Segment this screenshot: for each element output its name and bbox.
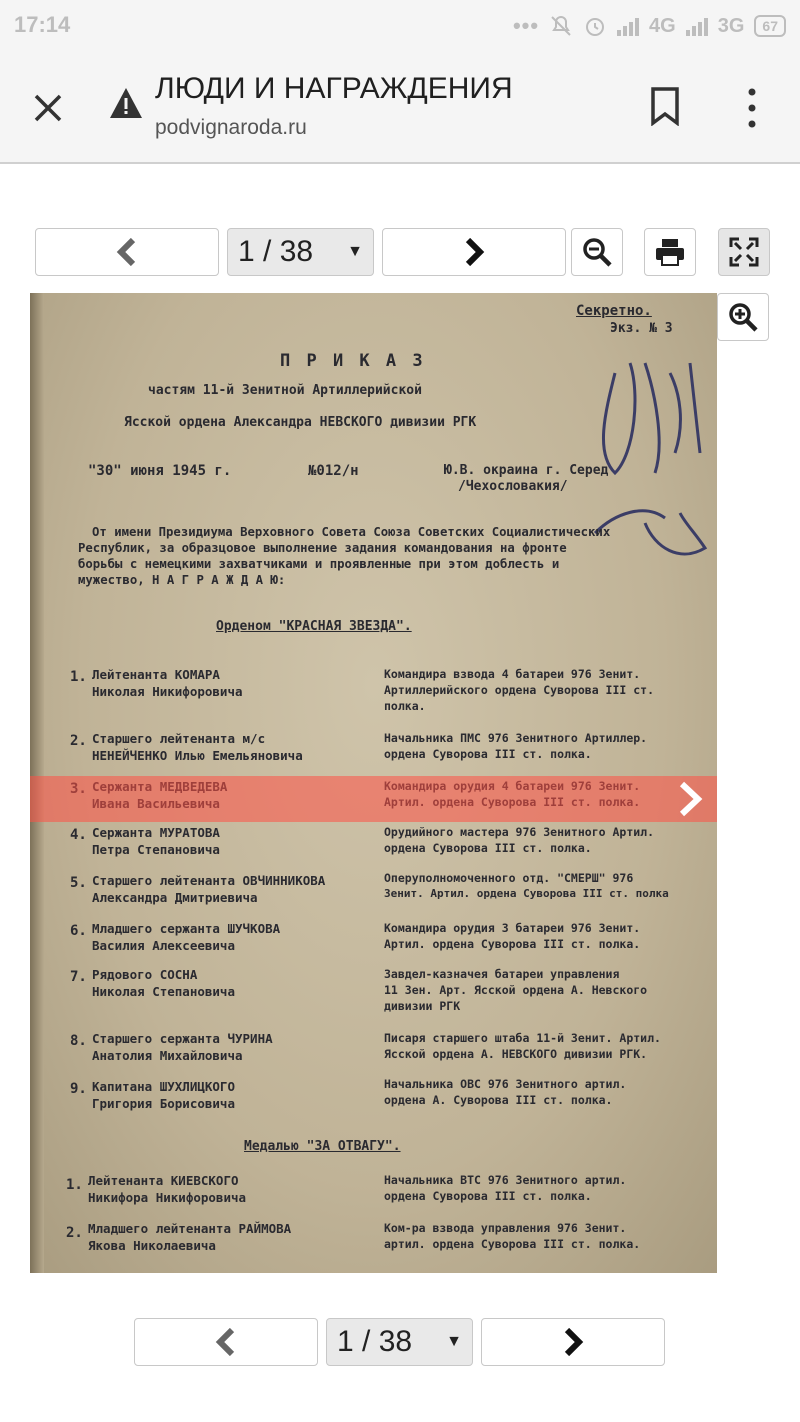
entry-number: 5. [70, 875, 87, 891]
battery-icon: 67 [754, 15, 786, 37]
fullscreen-button[interactable] [718, 228, 770, 276]
notification-dots-icon: ••• [512, 13, 540, 38]
doc-intro-4: мужество, Н А Г Р А Ж Д А Ю: [78, 573, 286, 587]
secret-label: Секретно. [576, 303, 652, 319]
alarm-icon [583, 14, 607, 38]
doc-date: "30" июня 1945 г. [88, 463, 232, 479]
chevron-right-icon [561, 1328, 585, 1356]
doc-place-2: /Чехословакия/ [458, 479, 568, 494]
prev-page-button[interactable] [134, 1318, 318, 1366]
doc-place-1: Ю.В. окраина г. Серед [444, 463, 609, 478]
entry-name-line1: Рядового СОСНА [92, 967, 198, 982]
print-button[interactable] [644, 228, 696, 276]
mute-icon [549, 14, 573, 38]
entry-position-line2: ордена Суворова III ст. полка. [384, 841, 592, 855]
fullscreen-icon [729, 237, 759, 267]
entry-number: 2. [70, 733, 87, 749]
status-icons [513, 12, 786, 40]
entry-number: 8. [70, 1033, 87, 1049]
copy-label: Экз. № 3 [610, 321, 673, 336]
chevron-down-icon: ▼ [446, 1333, 462, 1350]
entry-position-line1: Ком-ра взвода управления 976 Зенит. [384, 1221, 627, 1235]
entry-name-line2: НЕНЕЙЧЕНКО Илью Емельяновича [92, 748, 303, 763]
entry-name-line2: Никифора Никифоровича [88, 1190, 247, 1205]
doc-intro-2: Республик, за образцовое выполнение задания командования на фронте [78, 541, 567, 555]
entry-position-line2: Артиллерийского ордена Суворова III ст. [384, 683, 655, 697]
entry-number: 6. [70, 923, 87, 939]
entry-position-line3: дивизии РГК [384, 999, 461, 1013]
chevron-right-icon [462, 238, 486, 266]
entry-name-line1: Капитана ШУХЛИЦКОГО [92, 1079, 235, 1094]
entry-name-line2: Григория Борисовича [92, 1096, 235, 1111]
page-title: ЛЮДИ И НАГРАЖДЕНИЯ [155, 72, 513, 105]
app-bar [0, 52, 800, 164]
entry-position-line2: Зенит. Артил. ордена Суворова III ст. полка [384, 887, 669, 900]
entry-position-line1: Завдел-казначея батареи управления [384, 967, 620, 981]
entry-position-line2: ордена Суворова III ст. полка. [384, 1189, 592, 1203]
entry-position-line2: 11 Зен. Арт. Ясской ордена А. Невского [384, 983, 648, 997]
entry-name-line2: Николая Степановича [92, 984, 235, 999]
entry-position-line1: Писаря старшего штаба 11-й Зенит. Артил. [384, 1031, 661, 1045]
warning-icon[interactable] [108, 86, 144, 120]
bottom-pager [0, 1318, 800, 1366]
entry-name-line2: Анатолия Михайловича [92, 1048, 243, 1063]
entry-number: 2. [66, 1225, 83, 1241]
zoom-out-icon [582, 237, 612, 267]
signal-icon-2 [686, 16, 708, 36]
entry-name-line1: Старшего лейтенанта м/с [92, 731, 266, 746]
entry-number: 7. [70, 969, 87, 985]
section-title-bravery: Медалью "ЗА ОТВАГУ". [244, 1139, 401, 1154]
page-select[interactable] [326, 1318, 473, 1366]
entry-position-line1: Начальника ВТС 976 Зенитного артил. [384, 1173, 627, 1187]
entry-number: 1. [66, 1177, 83, 1193]
entry-name-line1: Лейтенанта КИЕВСКОГО [88, 1173, 239, 1188]
highlighted-entry[interactable] [30, 776, 717, 822]
entry-name-line1: Лейтенанта КОМАРА [92, 667, 220, 682]
prev-page-button[interactable] [35, 228, 219, 276]
entry-number: 4. [70, 827, 87, 843]
entry-number: 9. [70, 1081, 87, 1097]
entry-position-line1: Оперуполномоченного отд. "СМЕРШ" 976 [384, 871, 634, 885]
entry-position-line1: Начальника ПМС 976 Зенитного Артиллер. [384, 731, 648, 745]
entry-number: 1. [70, 669, 87, 685]
entry-name-line1: Младшего сержанта ШУЧКОВА [92, 921, 281, 936]
doc-heading: П Р И К А З [280, 351, 426, 371]
entry-position-line1: Орудийного мастера 976 Зенитного Артил. [384, 825, 655, 839]
entry-name-line2: Петра Степановича [92, 842, 220, 857]
entry-position-line3: полка. [384, 699, 426, 713]
entry-name-line1: Старшего сержанта ЧУРИНА [92, 1031, 273, 1046]
entry-name-line2: Николая Никифоровича [92, 684, 243, 699]
entry-position-line2: Ясской ордена А. НЕВСКОГО дивизии РГК. [384, 1047, 648, 1061]
chevron-right-icon[interactable] [674, 780, 708, 818]
chevron-left-icon [115, 238, 139, 266]
more-vert-icon[interactable] [742, 86, 762, 130]
next-page-button[interactable] [481, 1318, 665, 1366]
entry-name-line1: Старшего лейтенанта ОВЧИННИКОВА [92, 873, 326, 888]
bookmark-icon[interactable] [648, 86, 682, 126]
print-icon [654, 237, 686, 267]
entry-position-line2: Артил. ордена Суворова III ст. полка. [384, 937, 641, 951]
entry-position-line1: Командира взвода 4 батареи 976 Зенит. [384, 667, 641, 681]
doc-intro-1: От имени Президиума Верховного Совета Союза Советских Социалистических [92, 525, 611, 539]
zoom-in-icon [728, 302, 758, 332]
network-3g-label: 3G [717, 14, 745, 37]
status-bar [0, 0, 800, 52]
chevron-left-icon [214, 1328, 238, 1356]
entry-name-line1: Сержанта МУРАТОВА [92, 825, 220, 840]
top-pager [0, 228, 800, 276]
page-select-value: 1 / 38 [337, 1325, 413, 1358]
doc-intro-3: борьбы с немецкими захватчиками и проявленные при этом доблесть и [78, 557, 560, 571]
page-select[interactable] [227, 228, 374, 276]
next-page-button[interactable] [382, 228, 566, 276]
entry-name-line2: Якова Николаевича [88, 1238, 216, 1253]
doc-subheading-2: Ясской ордена Александра НЕВСКОГО дивизии РГК [124, 415, 477, 430]
doc-subheading-1: частям 11-й Зенитной Артиллерийской [148, 383, 422, 398]
entry-name-line2: Александра Дмитриевича [92, 890, 258, 905]
zoom-out-button[interactable] [571, 228, 623, 276]
entry-position-line1: Командира орудия 3 батареи 976 Зенит. [384, 921, 641, 935]
page-select-value: 1 / 38 [238, 235, 314, 268]
chevron-down-icon: ▼ [347, 243, 363, 260]
network-4g-label: 4G [649, 14, 676, 37]
entry-position-line2: ордена Суворова III ст. полка. [384, 747, 592, 761]
entry-position-line2: ордена А. Суворова III ст. полка. [384, 1093, 613, 1107]
section-title-red-star: Орденом "КРАСНАЯ ЗВЕЗДА". [216, 619, 412, 634]
zoom-in-button[interactable] [717, 293, 769, 341]
page-url: podvignaroda.ru [155, 116, 307, 139]
close-icon[interactable] [30, 90, 66, 126]
signal-icon [617, 16, 639, 36]
status-time: 17:14 [14, 12, 71, 37]
entry-name-line1: Младшего лейтенанта РАЙМОВА [88, 1221, 292, 1236]
entry-position-line2: артил. ордена Суворова III ст. полка. [384, 1237, 641, 1251]
entry-position-line1: Начальника ОВС 976 Зенитного артил. [384, 1077, 627, 1091]
entry-name-line2: Василия Алексеевича [92, 938, 235, 953]
doc-number: №012/н [308, 463, 359, 479]
